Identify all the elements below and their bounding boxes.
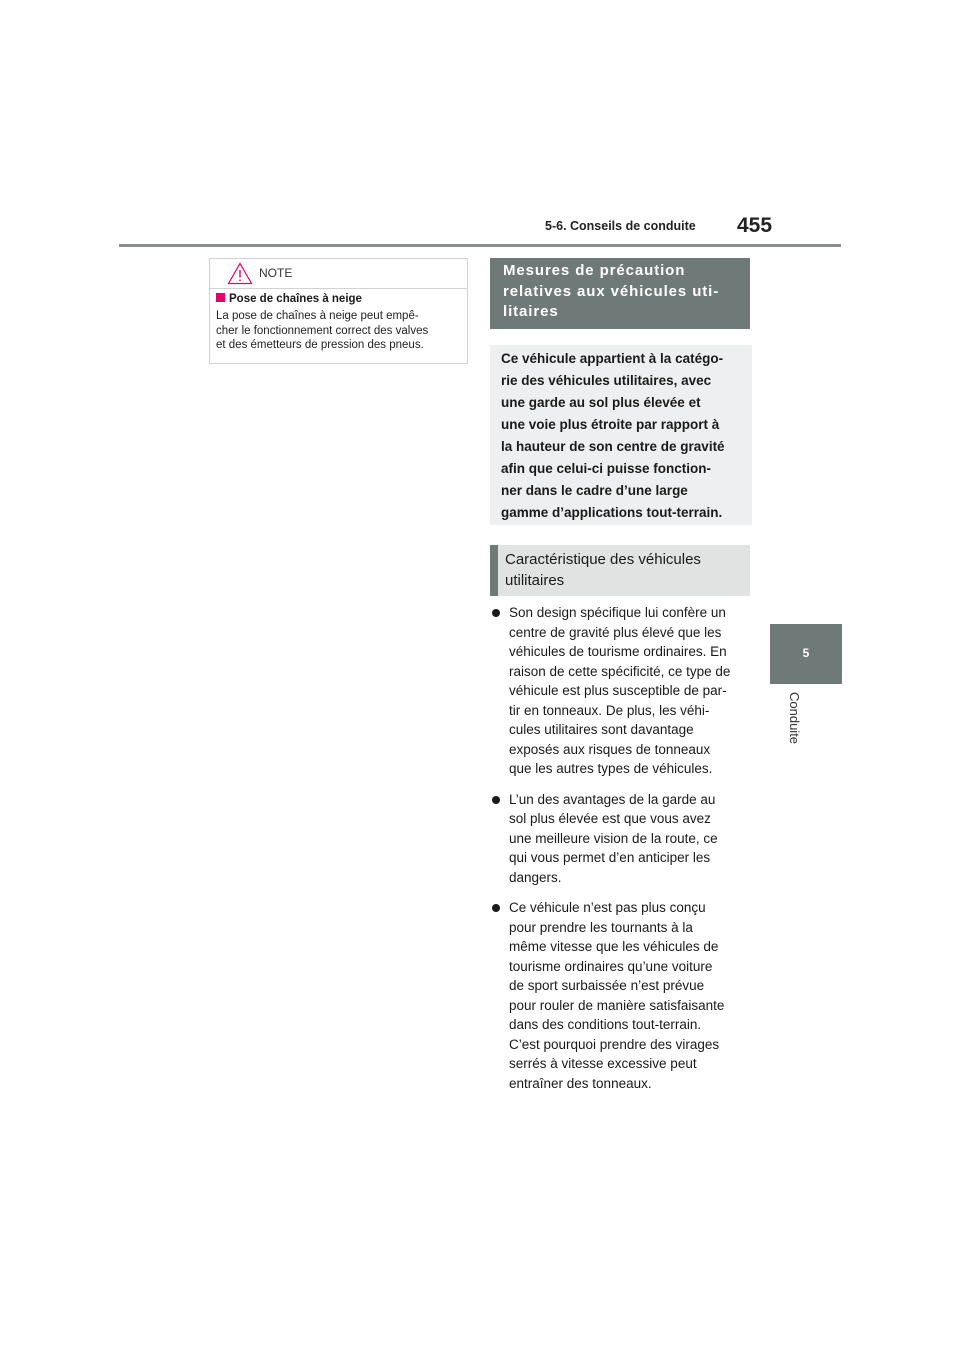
heading-line: Mesures de précaution: [503, 262, 686, 279]
lead-line: une voie plus étroite par rapport à: [501, 417, 720, 432]
bullet-line: sol plus élevée est que vous avez: [509, 811, 711, 826]
note-line: cher le fonctionnement correct des valves: [216, 324, 429, 337]
section-title: 5-6. Conseils de conduite: [545, 219, 696, 233]
square-bullet-icon: [216, 293, 225, 302]
bullet-line: L’un des avantages de la garde au: [509, 791, 716, 807]
bullet-line: de sport surbaissée n’est prévue: [509, 978, 705, 993]
lead-line: afin que celui-ci puisse fonction-: [501, 461, 712, 476]
note-title: NOTE: [259, 266, 293, 280]
bullet-line: centre de gravité plus élevé que les: [509, 624, 722, 640]
note-header: [210, 259, 467, 289]
list-item: [490, 790, 752, 888]
bullet-dot-icon: [492, 904, 500, 912]
heading-line: Caractéristique des véhicules: [505, 551, 701, 568]
note-text: [216, 309, 461, 353]
note-subheading: [216, 293, 461, 305]
note-line: et des émetteurs de pression des pneus.: [216, 339, 424, 351]
lead-line: ner dans le cadre d’une large: [501, 483, 688, 498]
bullet-line: une meilleure vision de la route, ce: [509, 830, 718, 846]
bullet-line: véhicule est plus susceptible de par-: [509, 683, 727, 698]
bullet-line: raison de cette spécificité, ce type de: [509, 663, 731, 679]
bullet-line: que les autres types de véhicules.: [509, 761, 713, 776]
bullet-line: pour rouler de manière satisfaisante: [509, 997, 725, 1013]
bullet-line: dans des conditions tout-terrain.: [509, 1017, 702, 1032]
page-number: 455: [737, 214, 773, 237]
chapter-tab[interactable]: [770, 624, 842, 684]
heading-line: relatives aux véhicules uti-: [503, 282, 720, 300]
bullet-line: Son design spécifique lui confère un: [509, 605, 726, 620]
bullet-line: exposés aux risques de tonneaux: [509, 741, 711, 757]
section-heading-characteristics: [490, 545, 750, 596]
bullet-line: qui vous permet d’en anticiper les: [509, 850, 711, 865]
section-heading-precautions: [490, 258, 750, 329]
bullet-line: Ce véhicule n’est pas plus conçu: [509, 900, 706, 915]
header-divider: [119, 244, 841, 247]
lead-line: une garde au sol plus élevée et: [501, 395, 701, 410]
bullet-line: C’est pourquoi prendre des virages: [509, 1036, 720, 1052]
list-item: [490, 603, 752, 779]
lead-paragraph: [490, 345, 752, 525]
bullet-line: entraîner des tonneaux.: [509, 1075, 652, 1091]
chapter-name: Conduite: [787, 692, 802, 745]
bullet-line: même vitesse que les véhicules de: [509, 939, 719, 954]
bullet-line: tir en tonneaux. De plus, les véhi-: [509, 702, 710, 718]
chapter-number: 5: [802, 646, 810, 660]
warning-triangle-icon: [227, 262, 253, 285]
bullet-line: tourisme ordinaires qu’une voiture: [509, 958, 713, 974]
list-item: [490, 898, 752, 1093]
bullet-dot-icon: [492, 609, 500, 617]
bullet-dot-icon: [492, 796, 500, 804]
bullet-line: dangers.: [509, 869, 562, 885]
lead-line: gamme d’applications tout-terrain.: [501, 505, 723, 520]
lead-line: la hauteur de son centre de gravité: [501, 439, 725, 454]
bullet-line: serrés à vitesse excessive peut: [509, 1056, 697, 1071]
note-subheading-text: Pose de chaînes à neige: [229, 293, 362, 305]
bullet-list: [490, 603, 752, 1104]
note-line: La pose de chaînes à neige peut empê-: [216, 310, 419, 322]
heading-line: litaires: [503, 303, 559, 320]
lead-line: rie des véhicules utilitaires, avec: [501, 373, 712, 388]
lead-line: Ce véhicule appartient à la catégo-: [501, 351, 724, 366]
bullet-line: cules utilitaires sont davantage: [509, 722, 694, 737]
heading-line: utilitaires: [505, 572, 565, 589]
bullet-line: véhicules de tourisme ordinaires. En: [509, 644, 727, 659]
note-box: [209, 258, 468, 364]
bullet-line: pour prendre les tournants à la: [509, 919, 693, 935]
note-body: [210, 289, 467, 353]
